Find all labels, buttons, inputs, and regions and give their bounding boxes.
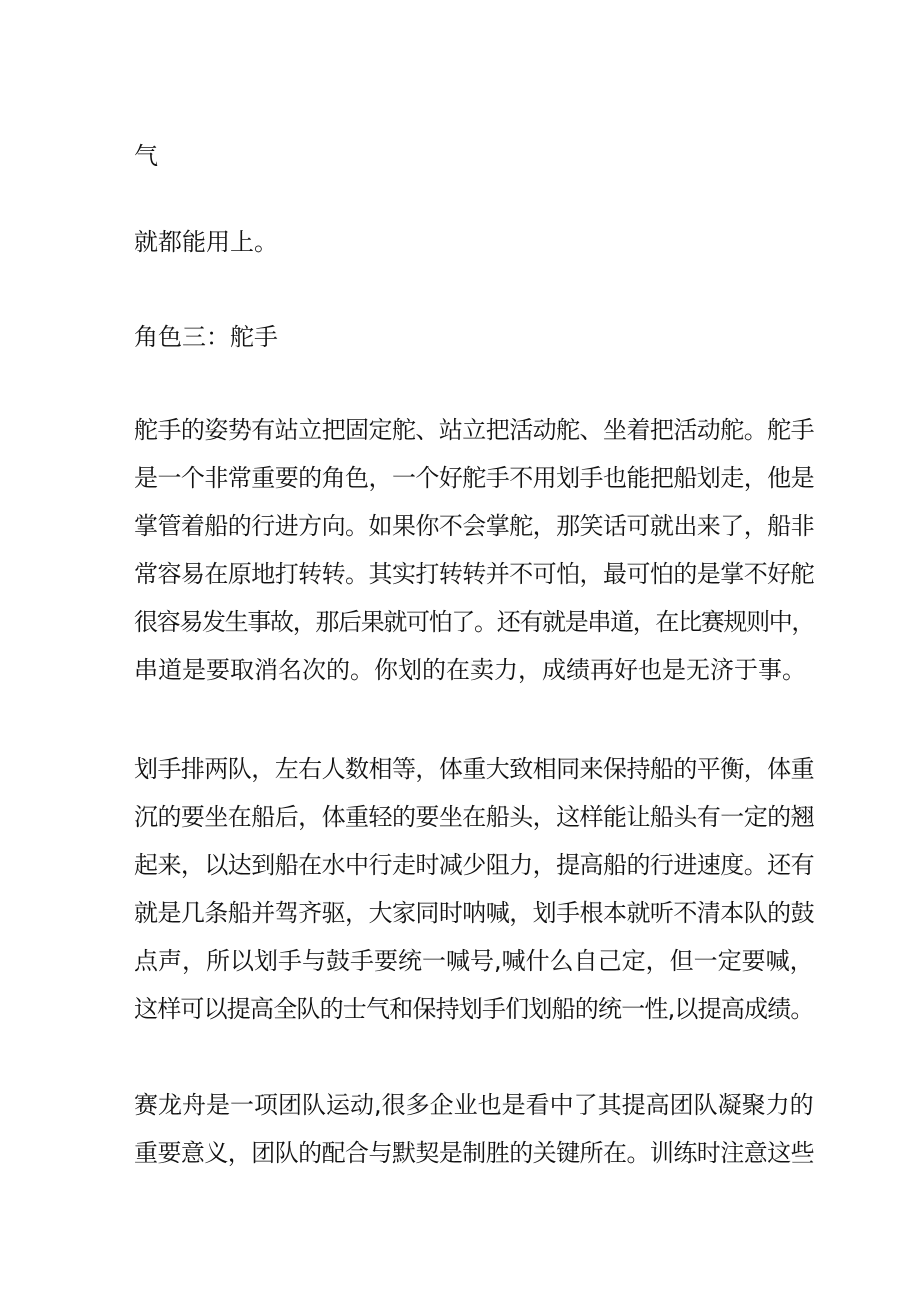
paragraph-fragment-qi <box>134 132 814 180</box>
text-line: 起来，以达到船在水中行走时减少阻力，提高船的行进速度。还有 <box>134 851 815 879</box>
text-line: 串道是要取消名次的。你划的在卖力，成绩再好也是无济于事。 <box>134 656 806 684</box>
text-line: 很容易发生事故，那后果就可怕了。还有就是串道，在比赛规则中， <box>134 608 815 636</box>
text-line: 划手排两队，左右人数相等，体重大致相同来保持船的平衡，体重 <box>134 755 815 783</box>
paragraph-rowers <box>134 745 814 1033</box>
text-line: 掌管着船的行进方向。如果你不会掌舵，那笑话可就出来了，船非 <box>134 512 815 540</box>
text-line: 点声，所以划手与鼓手要统一喊号,喊什么自己定，但一定要喊， <box>134 947 814 975</box>
text-line: 就都能用上。 <box>134 228 278 256</box>
heading-line: 角色三：舵手 <box>134 323 278 351</box>
text-line: 这样可以提高全队的士气和保持划手们划船的统一性,以提高成绩。 <box>134 995 814 1023</box>
text-line: 赛龙舟是一项团队运动,很多企业也是看中了其提高团队凝聚力的 <box>134 1091 814 1119</box>
text-line: 舵手的姿势有站立把固定舵、站立把活动舵、坐着把活动舵。舵手 <box>134 416 815 444</box>
section-heading-helmsman <box>134 313 814 361</box>
paragraph-fragment-end <box>134 218 814 266</box>
text-line: 常容易在原地打转转。其实打转转并不可怕，最可怕的是掌不好舵 <box>134 560 815 588</box>
text-line: 重要意义，团队的配合与默契是制胜的关键所在。训练时注意这些 <box>134 1139 815 1167</box>
paragraph-helmsman <box>134 406 814 694</box>
text-line: 气 <box>134 142 158 170</box>
paragraph-team-sport <box>134 1081 814 1177</box>
text-line: 沉的要坐在船后，体重轻的要坐在船头，这样能让船头有一定的翘 <box>134 803 815 831</box>
text-line: 就是几条船并驾齐驱，大家同时呐喊，划手根本就听不清本队的鼓 <box>134 899 815 927</box>
text-line: 是一个非常重要的角色，一个好舵手不用划手也能把船划走，他是 <box>134 464 815 492</box>
